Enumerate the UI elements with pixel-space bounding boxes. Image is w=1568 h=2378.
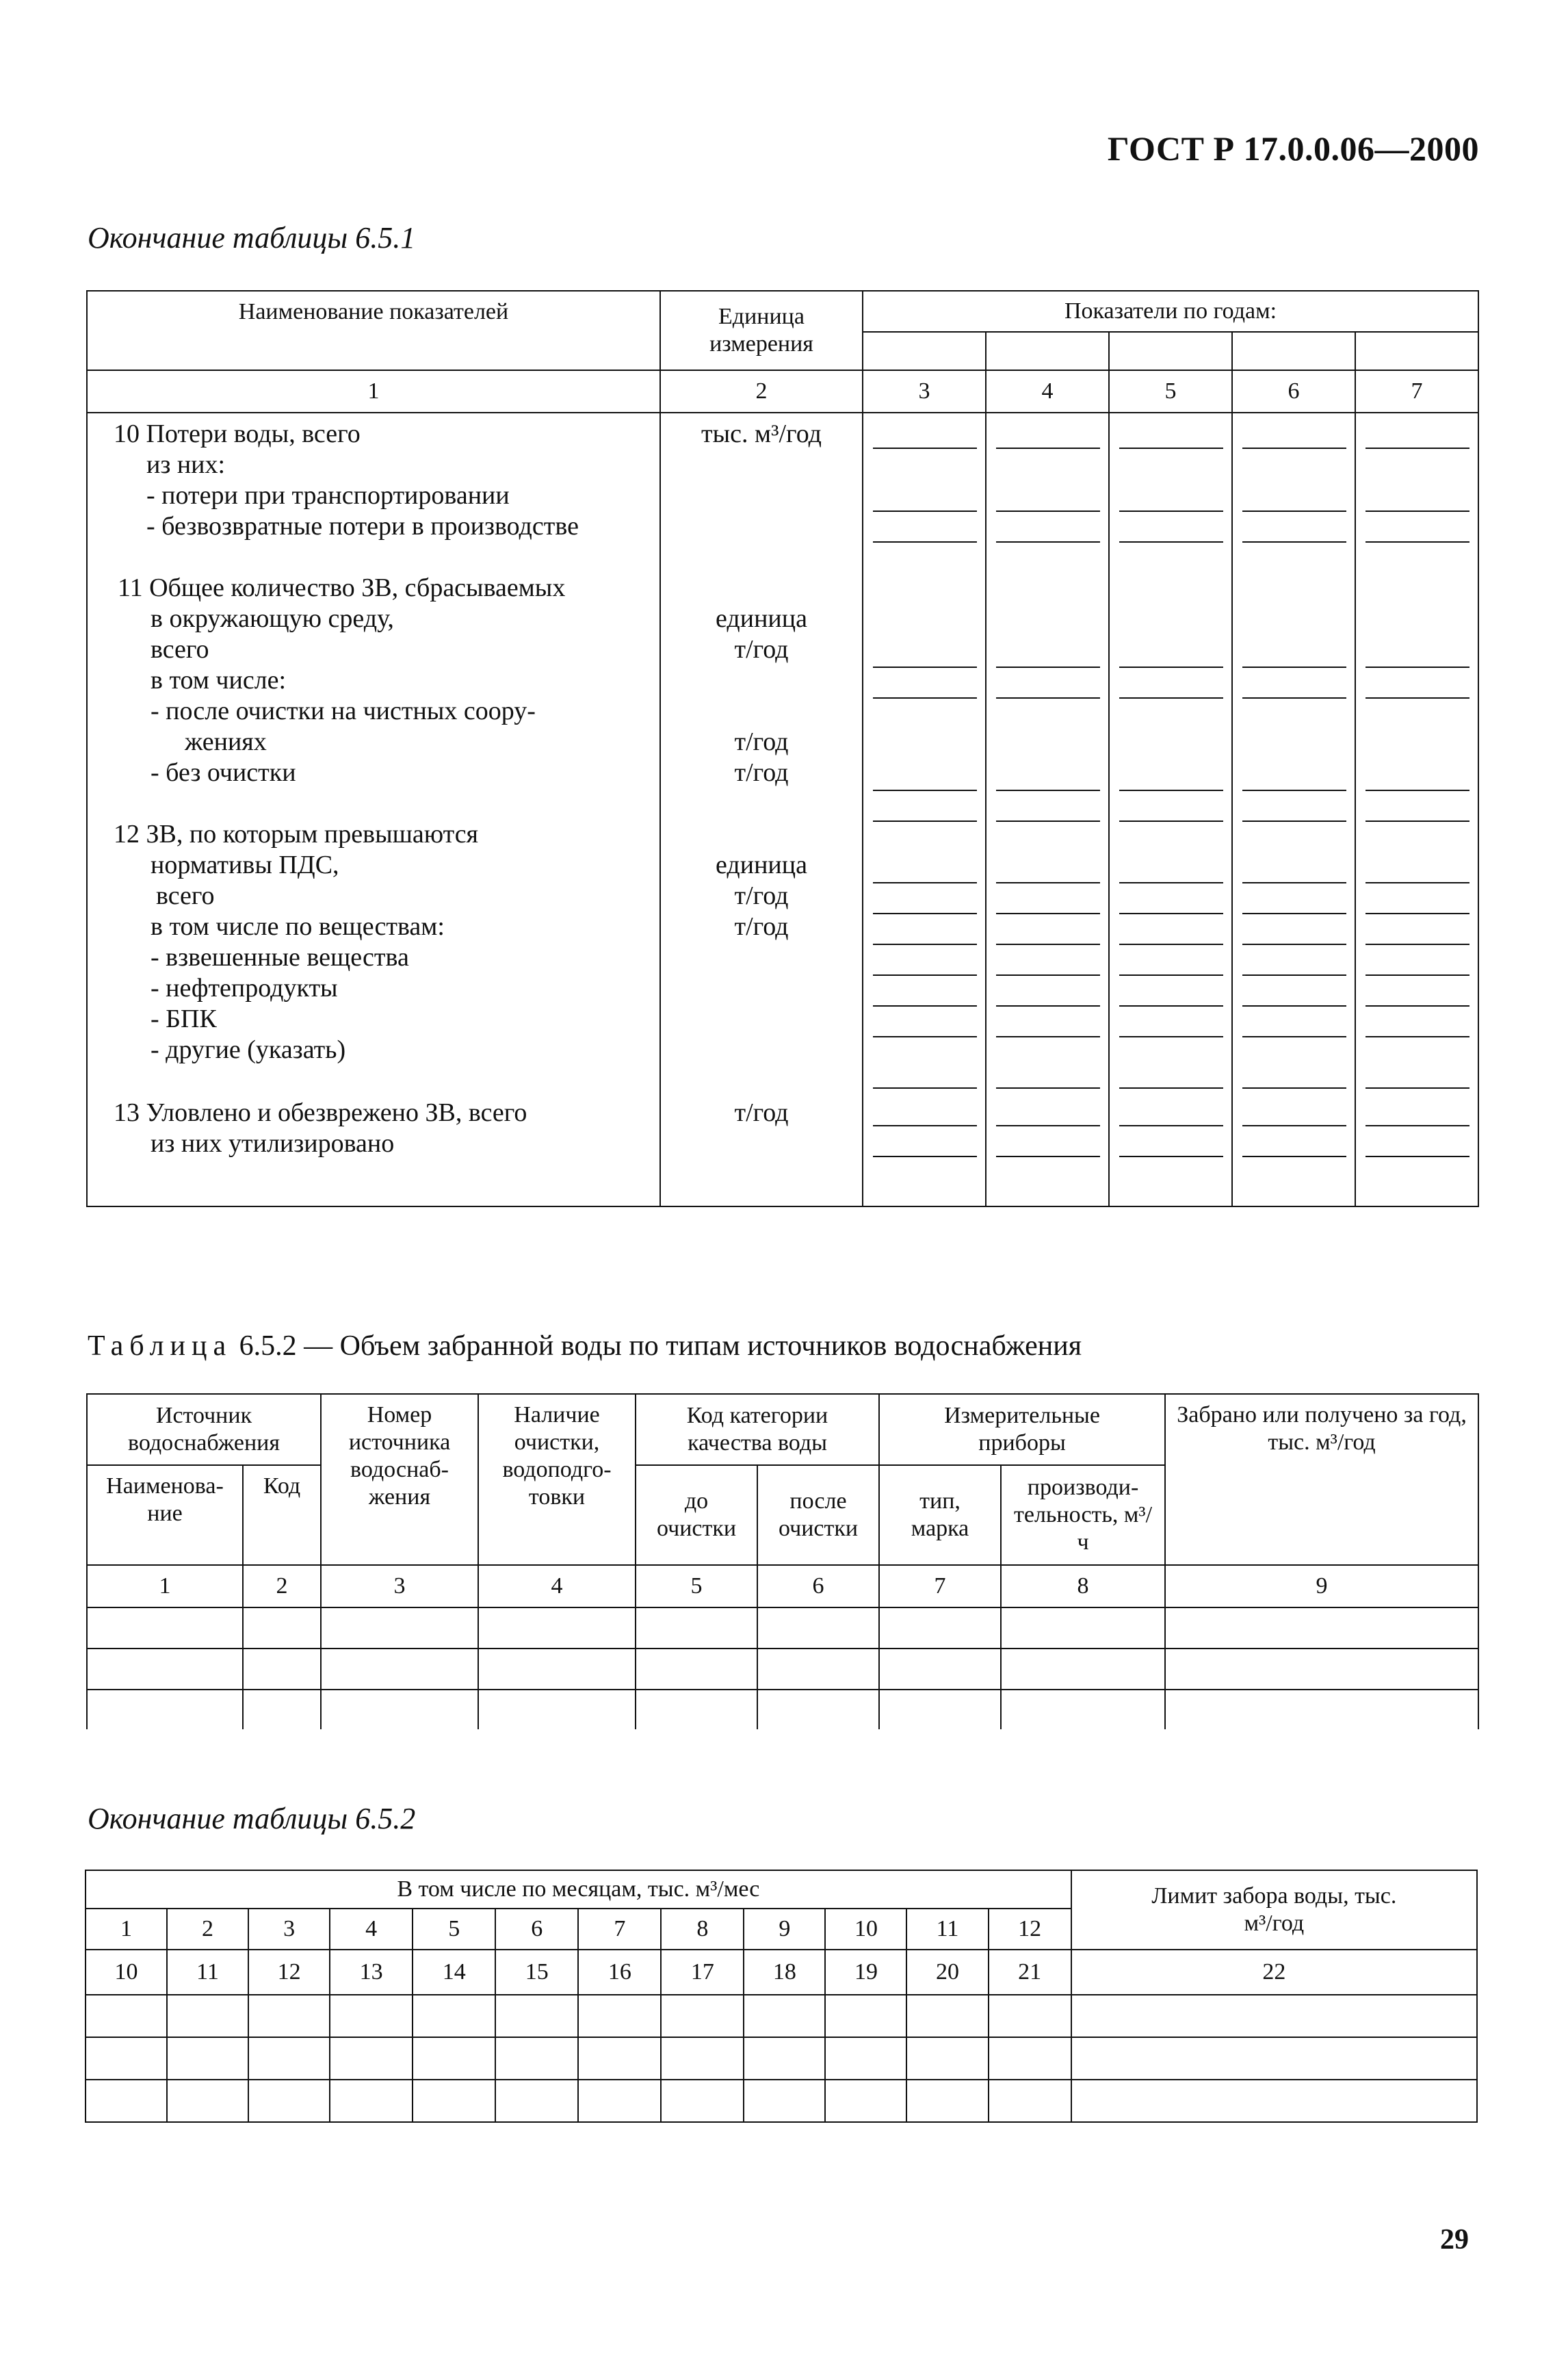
col-header-months: В том числе по месяцам, тыс. м³/мес — [86, 1870, 1071, 1909]
fill-in-line — [1242, 913, 1346, 914]
col-number: 3 — [321, 1565, 478, 1607]
col-header-quality-code: Код категории качества воды — [636, 1394, 879, 1465]
fill-in-line — [1366, 541, 1469, 543]
fill-in-line — [873, 1087, 977, 1089]
fill-in-line — [1242, 882, 1346, 883]
fill-in-line — [1242, 448, 1346, 449]
col-number: 8 — [1001, 1565, 1165, 1607]
table-row — [86, 2080, 1477, 2122]
col-header-withdrawn: Забрано или получено за год, тыс. м³/год — [1165, 1394, 1478, 1565]
col-number: 19 — [825, 1950, 906, 1995]
indicators-cell — [87, 413, 660, 1206]
month-number: 1 — [86, 1909, 167, 1950]
col-number: 16 — [578, 1950, 661, 1995]
indicator-12: 12 ЗВ, по которым превышаются нормативы ПДС, всего в том числе по веществам: - взвешенные вещества - нефтепродукты - БПК - другие (указать) — [114, 820, 479, 1064]
month-number: 11 — [906, 1909, 988, 1950]
fill-in-line — [996, 913, 1100, 914]
col-header-meter-capacity: производи-тельность, м³/ч — [1001, 1465, 1165, 1565]
fill-in-line — [1366, 790, 1469, 791]
year-cell — [1232, 332, 1355, 370]
year-cell — [986, 332, 1109, 370]
indicator-10: 10 Потери воды, всего из них: - потери при транспортировании - безвозвратные потери в производстве — [114, 419, 579, 541]
col-number: 2 — [243, 1565, 321, 1607]
fill-in-line — [996, 790, 1100, 791]
fill-in-line — [1119, 790, 1223, 791]
col-number: 2 — [660, 370, 863, 413]
fill-in-line — [1242, 974, 1346, 976]
fill-in-line — [996, 944, 1100, 945]
col-header-treatment: Наличие очистки, водоподго-товки — [478, 1394, 636, 1565]
col-number: 1 — [87, 1565, 243, 1607]
unit-label: т/год — [734, 727, 789, 756]
column-numbers-row — [87, 370, 1478, 413]
unit-label: единица — [716, 604, 807, 633]
table-body-row — [87, 413, 1478, 1206]
column-numbers-row — [86, 1950, 1477, 1995]
table-6-5-2-caption: Таблица 6.5.2 — Объем забранной воды по типам источников водоснабжения — [88, 1330, 1082, 1362]
col-header-source-name: Наименова-ние — [87, 1465, 243, 1565]
year-7-values — [1355, 413, 1478, 1206]
fill-in-line — [873, 1156, 977, 1157]
fill-in-line — [873, 667, 977, 668]
fill-in-line — [1366, 944, 1469, 945]
fill-in-line — [873, 820, 977, 822]
col-number: 4 — [478, 1565, 636, 1607]
fill-in-line — [1119, 1156, 1223, 1157]
fill-in-line — [1119, 1087, 1223, 1089]
month-number: 4 — [330, 1909, 413, 1950]
fill-in-line — [1242, 511, 1346, 512]
fill-in-line — [996, 882, 1100, 883]
col-number: 17 — [661, 1950, 744, 1995]
col-number: 18 — [744, 1950, 825, 1995]
col-number: 6 — [1232, 370, 1355, 413]
year-cell — [863, 332, 986, 370]
col-number: 14 — [413, 1950, 495, 1995]
fill-in-line — [873, 697, 977, 699]
page-number: 29 — [1440, 2224, 1469, 2256]
month-number: 9 — [744, 1909, 825, 1950]
fill-in-line — [1242, 1087, 1346, 1089]
month-number: 3 — [248, 1909, 330, 1950]
fill-in-line — [1366, 1156, 1469, 1157]
fill-in-line — [1366, 1036, 1469, 1037]
fill-in-line — [1366, 511, 1469, 512]
indicator-11: 11 Общее количество ЗВ, сбрасываемых в окружающую среду, всего в том числе: - после очистки на чистных соору- жениях - без очистки — [118, 573, 566, 787]
col-header-unit: Единица измерения — [660, 291, 863, 370]
fill-in-line — [1119, 667, 1223, 668]
col-number: 22 — [1071, 1950, 1477, 1995]
fill-in-line — [1366, 1125, 1469, 1126]
unit-label: т/год — [734, 912, 789, 941]
year-cell — [1355, 332, 1478, 370]
col-number: 13 — [330, 1950, 413, 1995]
fill-in-line — [873, 511, 977, 512]
table-6-5-1-caption: Окончание таблицы 6.5.1 — [88, 221, 416, 255]
indicator-13: 13 Уловлено и обезврежено ЗВ, всего из них утилизировано — [114, 1098, 527, 1158]
units-cell — [660, 413, 863, 1206]
col-header-source: Источник водоснабжения — [87, 1394, 321, 1465]
col-number: 6 — [757, 1565, 879, 1607]
unit-label: т/год — [734, 758, 789, 787]
fill-in-line — [996, 667, 1100, 668]
fill-in-line — [996, 1125, 1100, 1126]
col-header-after: после очистки — [757, 1465, 879, 1565]
table-6-5-2 — [86, 1393, 1479, 1729]
col-header-meters: Измерительные приборы — [879, 1394, 1165, 1465]
fill-in-line — [1242, 1036, 1346, 1037]
col-header-limit: Лимит забора воды, тыс. м³/год — [1071, 1870, 1477, 1950]
col-header-years: Показатели по годам: — [863, 291, 1478, 332]
unit-label: т/год — [734, 635, 789, 664]
year-cell — [1109, 332, 1232, 370]
col-number: 5 — [1109, 370, 1232, 413]
col-header-source-code: Код — [243, 1465, 321, 1565]
table-row — [86, 1995, 1477, 2037]
fill-in-line — [1366, 882, 1469, 883]
col-number: 12 — [248, 1950, 330, 1995]
fill-in-line — [1242, 1125, 1346, 1126]
fill-in-line — [1119, 882, 1223, 883]
month-number: 5 — [413, 1909, 495, 1950]
fill-in-line — [873, 541, 977, 543]
fill-in-line — [1119, 944, 1223, 945]
fill-in-line — [1119, 448, 1223, 449]
fill-in-line — [873, 790, 977, 791]
unit-label: т/год — [734, 1098, 789, 1127]
fill-in-line — [996, 1156, 1100, 1157]
fill-in-line — [996, 697, 1100, 699]
fill-in-line — [996, 1036, 1100, 1037]
fill-in-line — [996, 541, 1100, 543]
table-row — [87, 1607, 1478, 1649]
document-header: ГОСТ Р 17.0.0.06—2000 — [1107, 129, 1479, 168]
fill-in-line — [996, 448, 1100, 449]
fill-in-line — [1366, 697, 1469, 699]
fill-in-line — [1119, 974, 1223, 976]
fill-in-line — [873, 1036, 977, 1037]
col-header-before: до очистки — [636, 1465, 757, 1565]
fill-in-line — [873, 448, 977, 449]
unit-label: единица — [716, 851, 807, 879]
fill-in-line — [1119, 697, 1223, 699]
col-number: 1 — [87, 370, 660, 413]
col-number: 5 — [636, 1565, 757, 1607]
fill-in-line — [996, 974, 1100, 976]
fill-in-line — [1242, 944, 1346, 945]
col-number: 4 — [986, 370, 1109, 413]
fill-in-line — [1366, 820, 1469, 822]
unit-label: тыс. м³/год — [701, 419, 822, 448]
col-number: 21 — [989, 1950, 1071, 1995]
year-6-values — [1232, 413, 1355, 1206]
fill-in-line — [1366, 1005, 1469, 1007]
table-row — [87, 1649, 1478, 1690]
fill-in-line — [1119, 1125, 1223, 1126]
col-header-meter-type: тип, марка — [879, 1465, 1001, 1565]
year-3-values — [863, 413, 986, 1206]
year-4-values — [986, 413, 1109, 1206]
fill-in-line — [996, 511, 1100, 512]
table-row — [86, 2037, 1477, 2080]
fill-in-line — [1119, 511, 1223, 512]
fill-in-line — [873, 1005, 977, 1007]
fill-in-line — [1119, 1036, 1223, 1037]
month-number: 2 — [167, 1909, 248, 1950]
month-number: 6 — [495, 1909, 578, 1950]
table-row — [87, 1690, 1478, 1729]
col-number: 7 — [1355, 370, 1478, 413]
col-number: 7 — [879, 1565, 1001, 1607]
year-5-values — [1109, 413, 1232, 1206]
fill-in-line — [1242, 541, 1346, 543]
fill-in-line — [1242, 790, 1346, 791]
fill-in-line — [1119, 1005, 1223, 1007]
fill-in-line — [996, 1005, 1100, 1007]
fill-in-line — [996, 820, 1100, 822]
col-number: 20 — [906, 1950, 988, 1995]
fill-in-line — [873, 1125, 977, 1126]
col-header-source-number: Номер источника водоснаб-жения — [321, 1394, 478, 1565]
col-number: 9 — [1165, 1565, 1478, 1607]
fill-in-line — [1119, 541, 1223, 543]
fill-in-line — [1366, 448, 1469, 449]
month-number: 8 — [661, 1909, 744, 1950]
table-6-5-2-end — [85, 1870, 1478, 2123]
fill-in-line — [996, 1087, 1100, 1089]
col-header-indicators: Наименование показателей — [87, 291, 660, 370]
month-number: 10 — [825, 1909, 906, 1950]
fill-in-line — [1366, 913, 1469, 914]
fill-in-line — [1119, 820, 1223, 822]
column-numbers-row — [87, 1565, 1478, 1607]
fill-in-line — [1242, 1005, 1346, 1007]
col-number: 3 — [863, 370, 986, 413]
col-number: 15 — [495, 1950, 578, 1995]
table-6-5-1 — [86, 290, 1479, 1207]
fill-in-line — [1366, 667, 1469, 668]
fill-in-line — [1119, 913, 1223, 914]
fill-in-line — [1242, 697, 1346, 699]
fill-in-line — [873, 974, 977, 976]
col-number: 11 — [167, 1950, 248, 1995]
col-number: 10 — [86, 1950, 167, 1995]
fill-in-line — [1242, 1156, 1346, 1157]
fill-in-line — [873, 944, 977, 945]
fill-in-line — [873, 882, 977, 883]
month-number: 12 — [989, 1909, 1071, 1950]
fill-in-line — [1242, 820, 1346, 822]
unit-label: т/год — [734, 881, 789, 910]
month-number: 7 — [578, 1909, 661, 1950]
fill-in-line — [873, 913, 977, 914]
fill-in-line — [1366, 1087, 1469, 1089]
table-6-5-2-end-caption: Окончание таблицы 6.5.2 — [88, 1802, 416, 1835]
fill-in-line — [1366, 974, 1469, 976]
fill-in-line — [1242, 667, 1346, 668]
